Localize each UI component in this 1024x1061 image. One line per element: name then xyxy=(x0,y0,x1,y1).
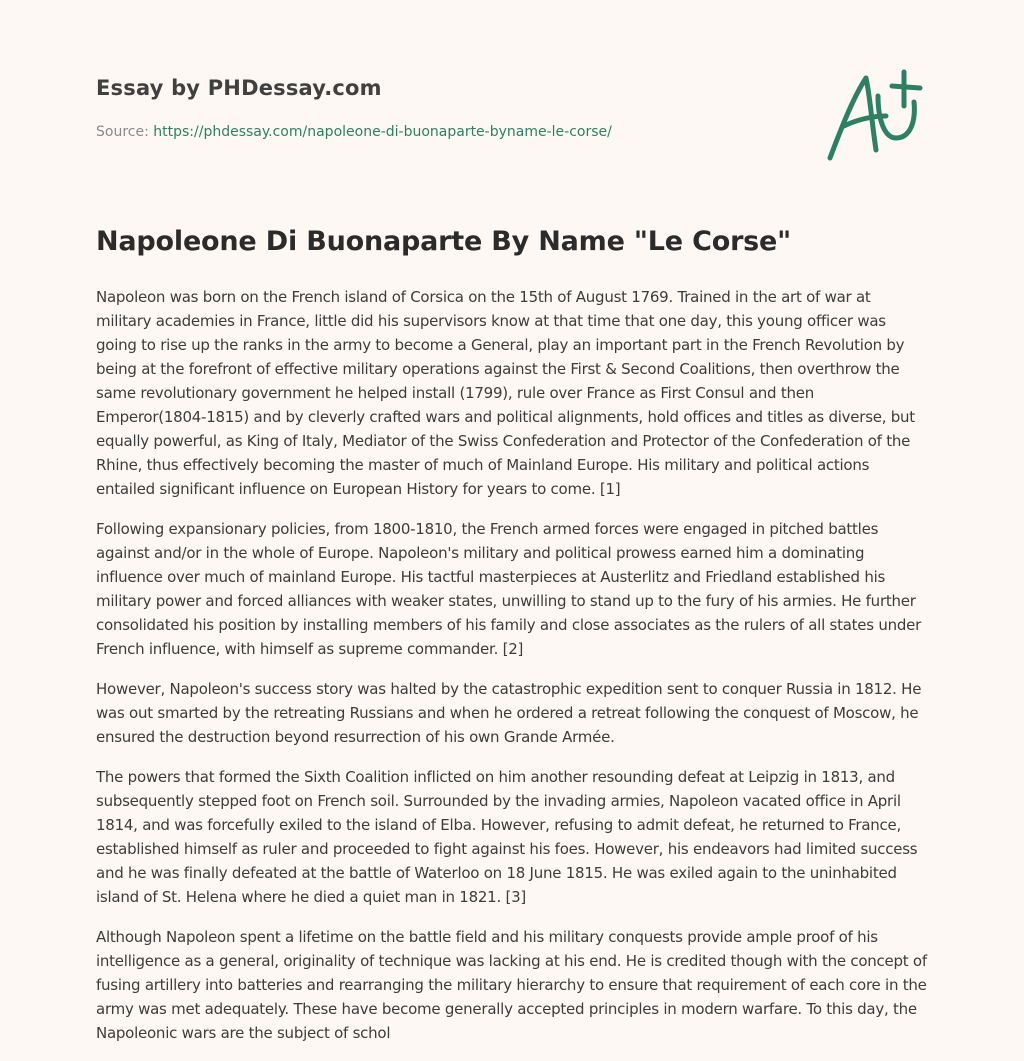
essay-title: Napoleone Di Buonaparte By Name "Le Corse" xyxy=(96,226,792,257)
essay-body xyxy=(96,285,928,1061)
essay-paragraph: Napoleon was born on the French island of Corsica on the 15th of August 1769. Trained in the art of war at military academies in France, little did his supervisors know at that time that one day, this young officer was going to rise up the ranks in the army to become a General, play an important part in the French Revolution by being at the forefront of effective military operations against the First & Second Coalitions, then overthrow the same revolutionary government he helped install (1799), rule over France as First Consul and then Emperor(1804-1815) and by cleverly crafted wars and political alignments, hold offices and titles as diverse, but equally powerful, as King of Italy, Mediator of the Swiss Confederation and Protector of the Confederation of the Rhine, thus effectively becoming the master of much of Mainland Europe. His military and political actions entailed significant influence on European History for years to come. [1] xyxy=(96,288,915,498)
essay-paragraph: Following expansionary policies, from 1800-1810, the French armed forces were engaged in pitched battles against and/or in the whole of Europe. Napoleon's military and political prowess earned him a dominating influence over much of mainland Europe. His tactful masterpieces at Austerlitz and Friedland established his military power and forced alliances with weaker states, unwilling to stand up to the fury of his armies. He further consolidated his position by installing members of his family and close associates as the rulers of all states under French influence, with himself as supreme commander. [2] xyxy=(96,520,922,658)
source-label: Source: xyxy=(96,124,149,140)
essay-paragraph: However, Napoleon's success story was halted by the catastrophic expedition sent to conquer Russia in 1812. He was out smarted by the retreating Russians and when he ordered a retreat following the conquest of Moscow, he ensured the destruction beyond resurrection of his own Grande Armée. xyxy=(96,680,922,746)
essay-paragraph: Although Napoleon spent a lifetime on the battle field and his military conquests provide ample proof of his intelligence as a general, originality of technique was lacking at his end. He is credited though with the concept of fusing artillery into batteries and rearranging the military hierarchy to ensure that requirement of each core in the army was met adequately. These have become generally accepted principles in modern warfare. To this day, the Napoleonic wars are the subject of schol xyxy=(96,928,927,1042)
source-line xyxy=(96,124,612,140)
source-link[interactable]: https://phdessay.com/napoleone-di-buonaparte-byname-le-corse/ xyxy=(153,124,612,140)
essay-paragraph: The powers that formed the Sixth Coalition inflicted on him another resounding defeat at Leipzig in 1813, and subsequently stepped foot on French soil. Surrounded by the invading armies, Napoleon vacated office in April 1814, and was forcefully exiled to the island of Elba. However, refusing to admit defeat, he returned to France, established himself as ruler and proceeded to fight against his foes. However, his endeavors had limited success and he was finally defeated at the battle of Waterloo on 18 June 1815. He was exiled again to the uninhabited island of St. Helena where he died a quiet man in 1821. [3] xyxy=(96,768,918,906)
site-title: Essay by PHDessay.com xyxy=(96,76,382,100)
a-plus-icon xyxy=(820,66,930,166)
